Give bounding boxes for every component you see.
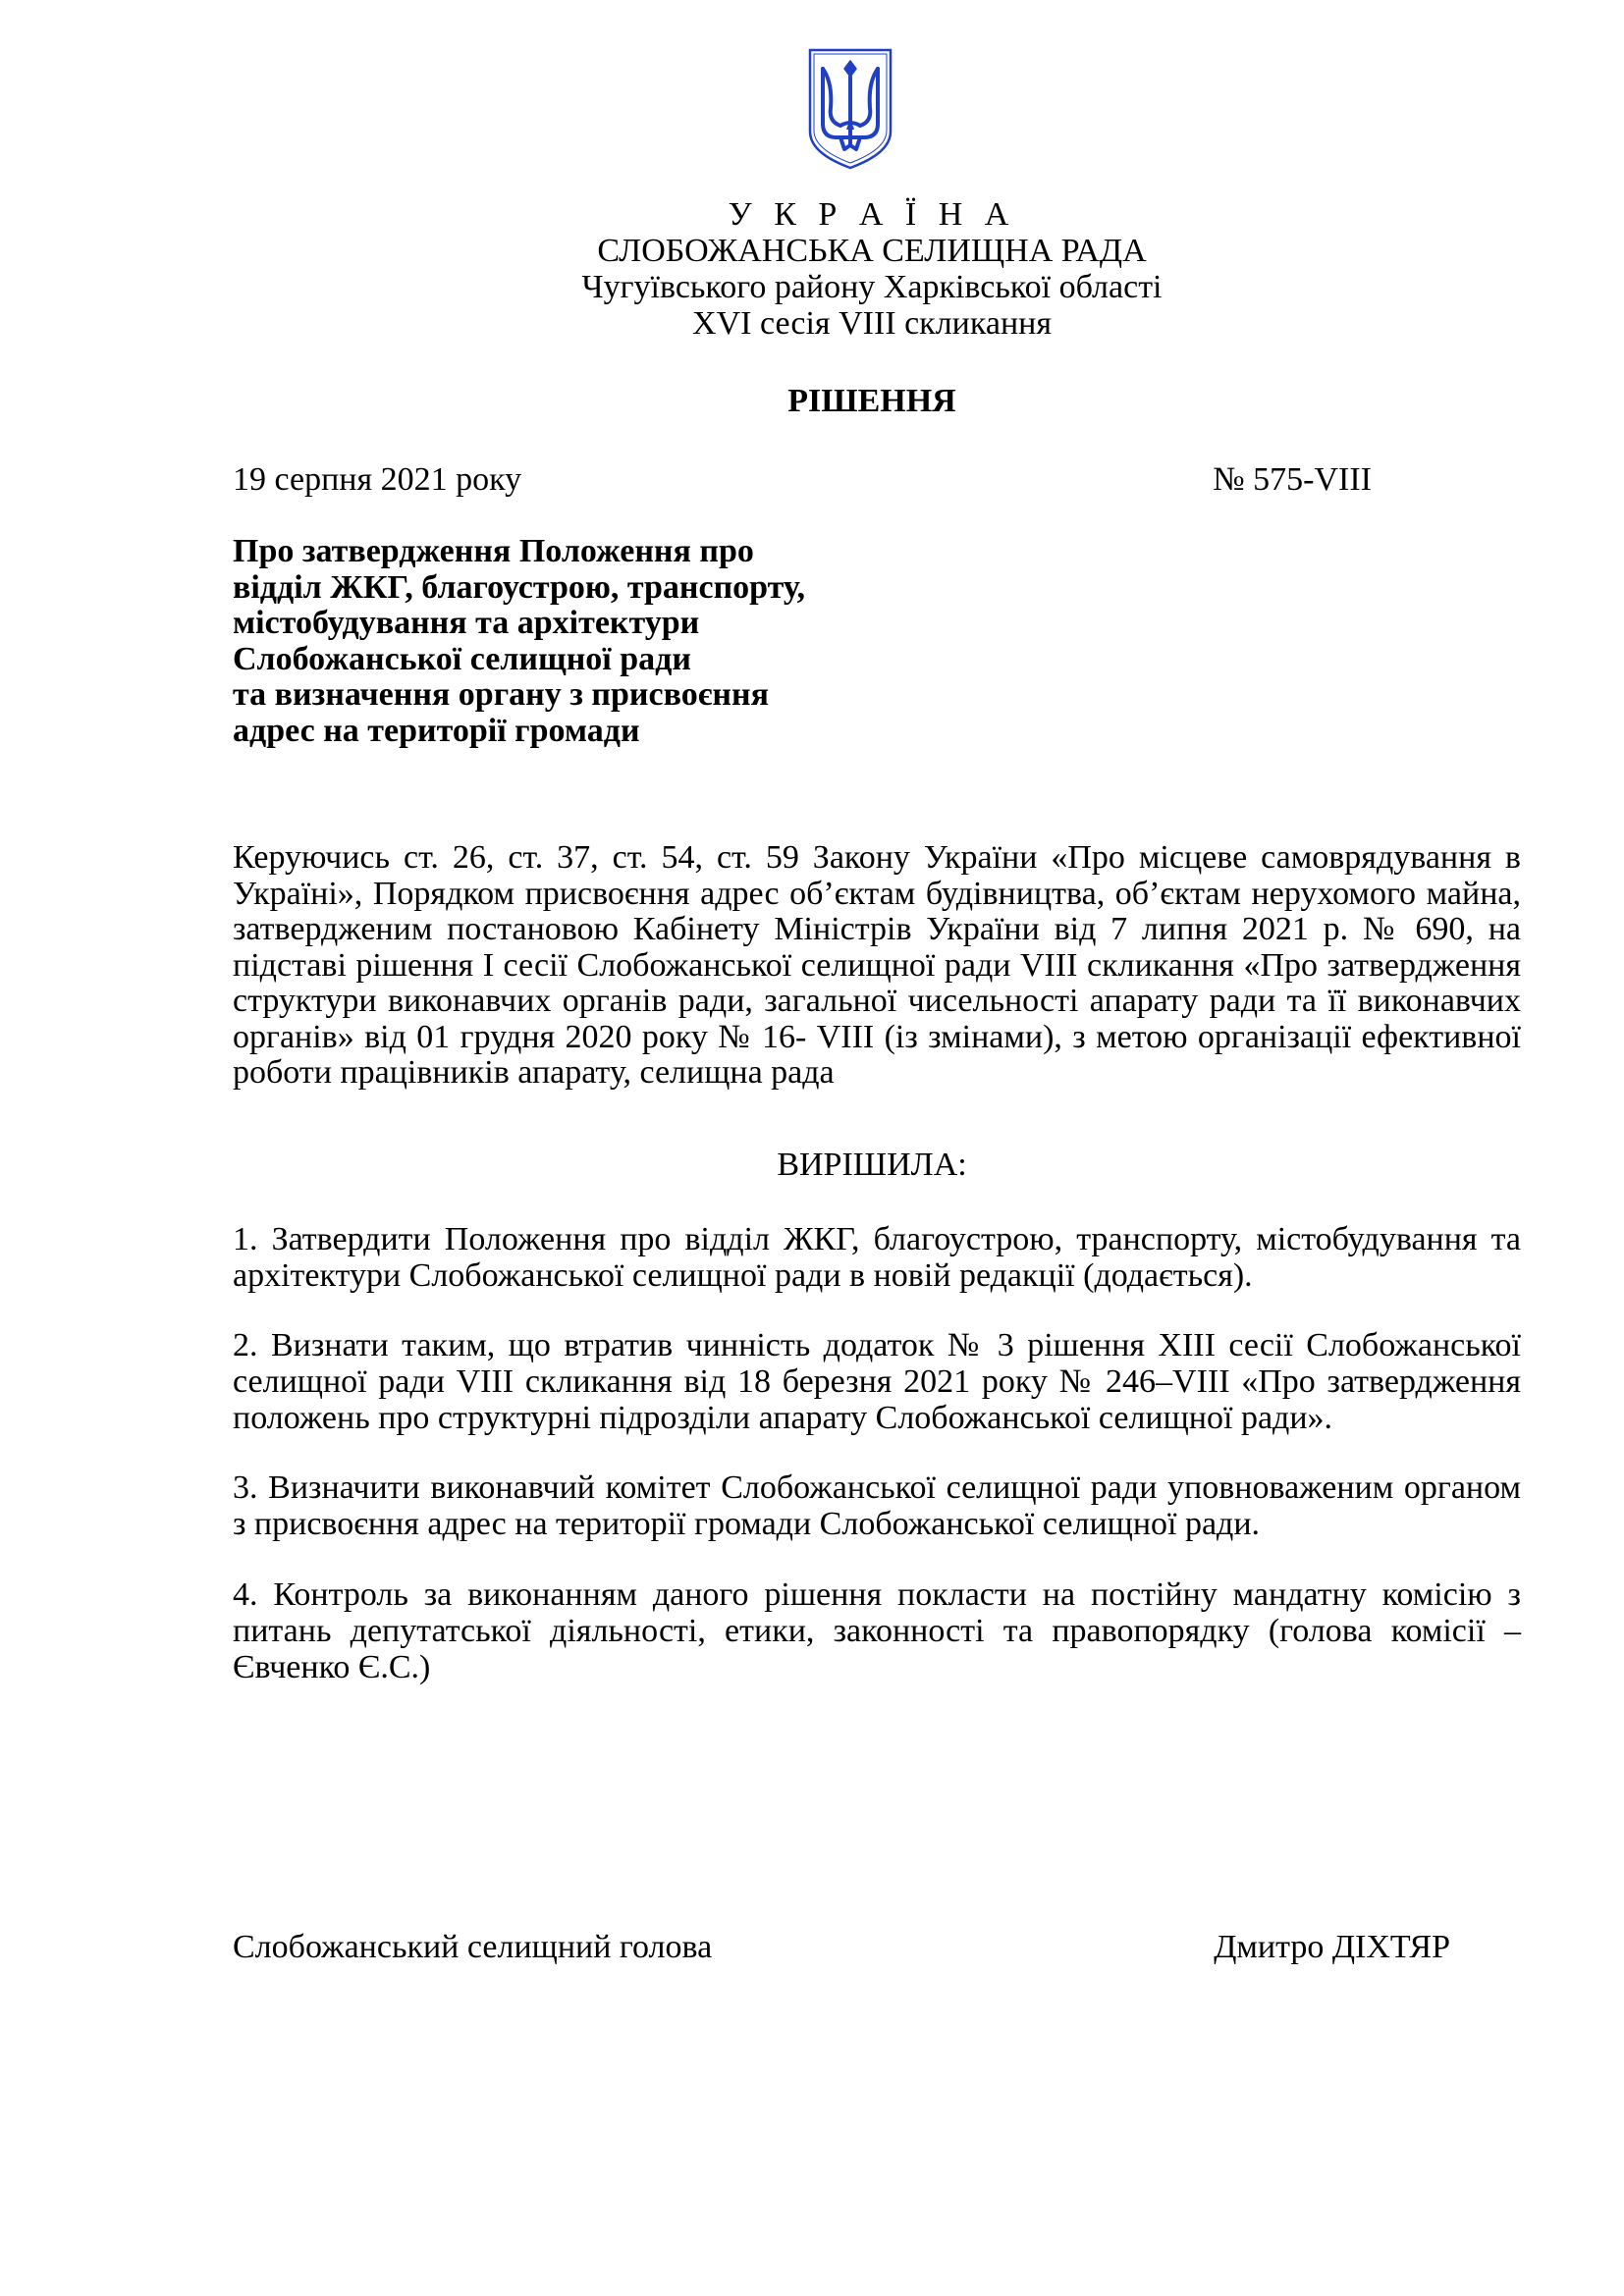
preamble-line: Керуючись ст. 26, ст. 37, ст. 54, ст. 59 Закону України «Про місцеве самоврядування в bbox=[233, 839, 1521, 876]
subject-line: Про затвердження Положення про bbox=[233, 533, 754, 569]
country-heading: У К Р А Ї Н А bbox=[728, 196, 1016, 233]
subject-line: Слобожанської селищної ради bbox=[233, 640, 691, 677]
preamble-line: Україні», Порядком присвоєння адрес об’єктам будівництва, об’єктам нерухомого майна, bbox=[233, 875, 1521, 912]
preamble-line: роботи працівників апарату, селищна рада bbox=[233, 1054, 835, 1091]
item-line: Євченко Є.С.) bbox=[233, 1649, 431, 1685]
preamble-line: затвердженим постановою Кабінету Міністрів України від 7 липня 2021 р. № 690, на bbox=[233, 911, 1521, 947]
item-line: архітектури Слобожанської селищної ради в новій редакції (додається). bbox=[233, 1257, 1253, 1294]
preamble-line: структури виконавчих органів ради, загальної чисельності апарату ради та її виконавчих bbox=[233, 983, 1521, 1019]
preamble-line: органів» від 01 грудня 2020 року № 16- VIII (із змінами), з метою організації ефективної bbox=[233, 1018, 1521, 1055]
signatory-position: Слобожанський селищний голова bbox=[233, 1929, 713, 1965]
decision-item-2 bbox=[233, 1327, 1521, 1436]
coat-of-arms-trident-icon bbox=[807, 47, 893, 171]
preamble-line: підставі рішення І сесії Слобожанської селищної ради VІІІ скликання «Про затвердження bbox=[233, 946, 1521, 984]
subject-line: та визначення органу з присвоєння bbox=[233, 676, 769, 713]
preamble-paragraph bbox=[233, 840, 1521, 1092]
subject-line: відділ ЖКГ, благоустрою, транспорту, bbox=[233, 568, 805, 606]
document-type-title: РІШЕННЯ bbox=[787, 383, 956, 419]
item-line: 4. Контроль за виконанням даного рішення покласти на постійну мандатну комісію з bbox=[233, 1576, 1521, 1613]
resolved-heading: ВИРІШИЛА: bbox=[777, 1147, 967, 1183]
document-number: № 575-VIII bbox=[1213, 461, 1372, 498]
item-line: положень про структурні підрозділи апарату Слобожанської селищної ради». bbox=[233, 1400, 1333, 1436]
council-heading: СЛОБОЖАНСЬКА СЕЛИЩНА РАДА bbox=[597, 233, 1147, 269]
district-heading: Чугуївського району Харківської області bbox=[581, 269, 1163, 305]
item-line: 2. Визнати таким, що втратив чинність додаток № 3 рішення ХІІІ сесії Слобожанської bbox=[233, 1327, 1521, 1363]
decision-item-4 bbox=[233, 1576, 1521, 1685]
session-heading: XVI сесія VIII скликання bbox=[692, 305, 1052, 342]
decision-item-3 bbox=[233, 1469, 1521, 1542]
decision-subject bbox=[233, 534, 805, 749]
item-line: з присвоєння адрес на території громади Слобожанської селищної ради. bbox=[233, 1506, 1261, 1542]
item-line: 1. Затвердити Положення про відділ ЖКГ, благоустрою, транспорту, містобудування та bbox=[233, 1221, 1521, 1257]
item-line: 3. Визначити виконавчий комітет Слобожанської селищної ради уповноваженим органом bbox=[233, 1469, 1521, 1506]
document-date: 19 серпня 2021 року bbox=[233, 461, 522, 498]
item-line: селищної ради VIII скликання від 18 березня 2021 року № 246–VIII «Про затвердження bbox=[233, 1363, 1521, 1400]
item-line: питань депутатської діяльності, етики, законності та правопорядку (голова комісії – bbox=[233, 1613, 1521, 1649]
subject-line: адрес на території громади bbox=[233, 712, 640, 749]
subject-line: містобудування та архітектури bbox=[233, 605, 700, 641]
signatory-name: Дмитро ДІХТЯР bbox=[1214, 1929, 1450, 1965]
decision-item-1 bbox=[233, 1221, 1521, 1294]
